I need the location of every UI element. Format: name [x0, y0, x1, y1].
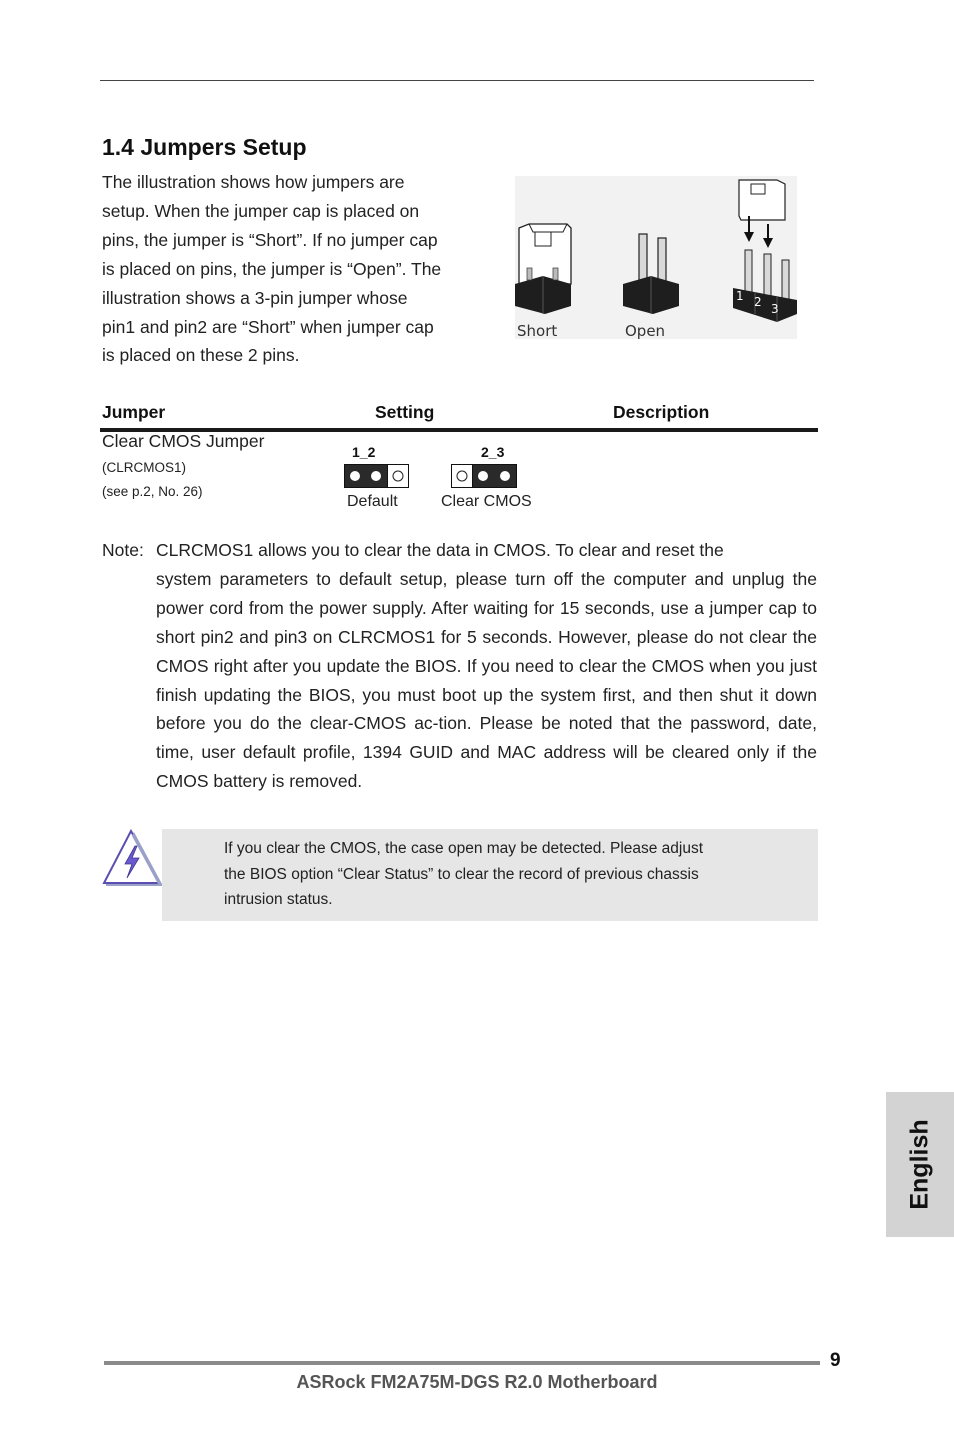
footer-text: ASRock FM2A75M-DGS R2.0 Motherboard: [296, 1372, 658, 1392]
intro-line: is placed on pins, the jumper is “Open”. The: [102, 258, 442, 279]
caution-line: the BIOS option “Clear Status” to clear the record of previous chassis: [224, 865, 699, 883]
caution-icon: [101, 828, 163, 886]
pin-number-3: 3: [771, 302, 779, 316]
jumper-reference: (see p.2, No. 26): [102, 484, 203, 499]
jumper-code: (CLRCMOS1): [102, 460, 187, 475]
short-label: Short: [517, 322, 558, 339]
jumper-illustration-svg: [515, 176, 797, 339]
pin-number-1: 1: [736, 289, 744, 303]
footer-divider: [104, 1361, 820, 1365]
short-jumper-graphic: [515, 224, 571, 314]
caution-line: If you clear the CMOS, the case open may be detected. Please adjust: [224, 840, 704, 857]
pin-diagram-default: [344, 464, 409, 488]
note-first-line: CLRCMOS1 allows you to clear the data in CMOS. To clear and reset the: [156, 540, 724, 560]
open-jumper-graphic: [623, 234, 679, 314]
setting-caption-clear-cmos: Clear CMOS: [441, 493, 532, 510]
pin-diagram-clear-cmos: [451, 464, 517, 488]
table-header-setting: Setting: [375, 402, 435, 422]
note-label: Note:: [102, 540, 144, 560]
table-header-description: Description: [613, 402, 710, 422]
intro-line: pins, the jumper is “Short”. If no jumper cap: [102, 229, 438, 250]
section-title: 1.4 Jumpers Setup: [102, 134, 307, 160]
three-pin-jumper-graphic: [733, 180, 797, 322]
intro-line: is placed on these 2 pins.: [102, 345, 300, 366]
intro-line: illustration shows a 3-pin jumper whose: [102, 287, 408, 308]
pin-number-2: 2: [754, 295, 762, 309]
caution-line: intrusion status.: [224, 891, 333, 908]
note-rest: system parameters to default setup, please turn off the computer and unplug the power cord from the power supply. After waiting for 15 seconds, use a jumper cap to short pin2 and pin3 on CLRCMOS1 for 5 seconds. However, please do not clear the CMOS right after you update the BIOS. If you need to clear the CMOS when you just finish updating the BIOS, you must boot up the system first, and then shut it down before you do the clear-CMOS ac-tion. Please be noted that the password, date, time, user default profile, 1394 GUID and MAC address will be cleared only if the CMOS battery is removed.: [156, 568, 817, 792]
intro-line: setup. When the jumper cap is placed on: [102, 200, 420, 221]
table-header-jumper: Jumper: [102, 402, 166, 422]
setting-pins-default: 1_2: [352, 444, 376, 460]
language-tab-text: English: [905, 1119, 934, 1210]
setting-caption-default: Default: [347, 493, 398, 510]
language-tab-label: [886, 1092, 954, 1237]
open-label: Open: [625, 322, 666, 339]
intro-line: pin1 and pin2 are “Short” when jumper cap: [102, 316, 434, 337]
jumper-illustration: [515, 176, 797, 339]
jumper-name: Clear CMOS Jumper: [102, 431, 265, 451]
note-text: [156, 536, 817, 796]
intro-paragraph: [102, 168, 477, 370]
intro-line: The illustration shows how jumpers are: [102, 172, 405, 192]
setting-pins-clear: 2_3: [481, 444, 505, 460]
top-divider: [100, 80, 814, 81]
page-number: 9: [830, 1350, 841, 1371]
caution-text: [224, 836, 784, 913]
